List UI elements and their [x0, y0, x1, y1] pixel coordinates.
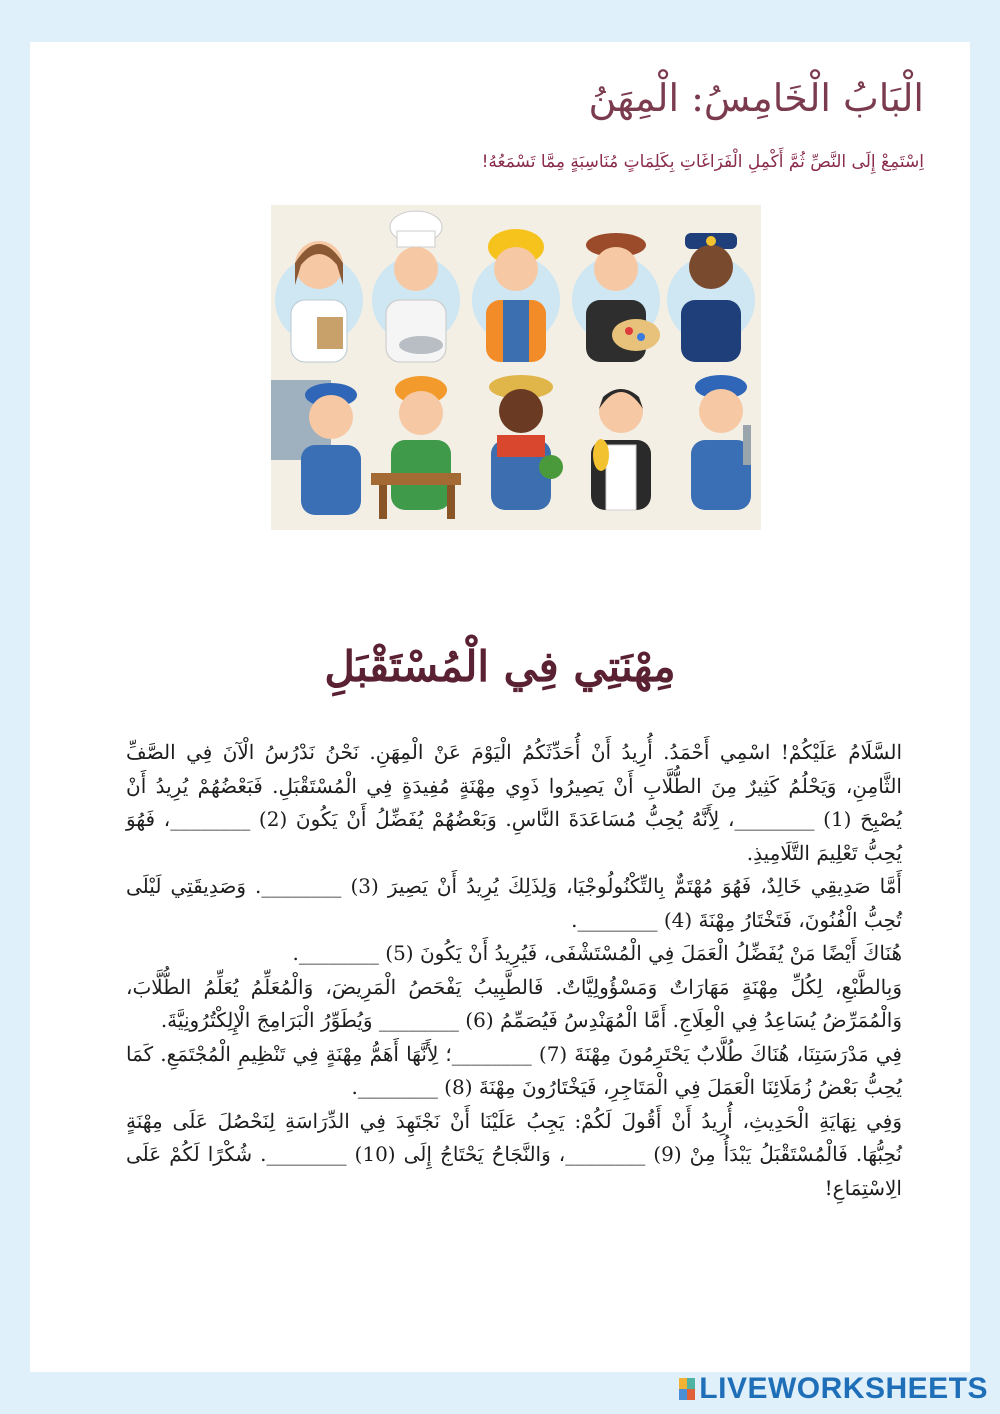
- doctor-figure: [275, 241, 363, 362]
- mechanic-figure: [271, 380, 361, 515]
- liveworksheets-logo[interactable]: [679, 1372, 988, 1406]
- story-paragraph: وَبِالطَّبْعِ، لِكُلِّ مِهْنَةٍ مَهَارَاتٌ وَمَسْؤُولِيَّاتٌ. فَالطَّبِيبُ يَفْحَصُ الْمَرِيضَ، وَالْمُعَلِّمُ يُعَلِّمُ الطُّلَّابَ، وَالْمُمَرِّضُ يُسَاعِدُ فِي الْعِلَاجِ. أَمَّا الْمُهَنْدِسُ فَيُصَمِّمُ (6) ________ وَيُطَوِّرُ الْبَرَامِجَ الْإِلِكْتُرُونِيَّةَ.: [126, 974, 902, 1032]
- story-paragraph: هُنَاكَ أَيْضًا مَنْ يُفَضِّلُ الْعَمَلَ فِي الْمُسْتَشْفَى، فَيُرِيدُ أَنْ يَكُونَ (5) ________.: [292, 941, 902, 965]
- logo-text: LIVEWORKSHEETS: [699, 1372, 988, 1405]
- liveworksheets-logo-icon: [679, 1378, 695, 1400]
- chef-figure: [372, 211, 460, 362]
- worksheet-page: [30, 42, 970, 1372]
- children-professions-icon: [271, 205, 761, 530]
- story-paragraph: وَفِي نِهَايَةِ الْحَدِيثِ، أُرِيدُ أَنْ أَقُولَ لَكُمْ: يَجِبُ عَلَيْنَا أَنْ نَجْتَهِدَ فِي الدِّرَاسَةِ لِنَحْصُلَ عَلَى مِهْنَةٍ نُحِبُّهَا. فَالْمُسْتَقْبَلُ يَبْدَأُ مِنْ (9) ________، وَالنَّجَاحُ يَحْتَاجُ إِلَى (10) ________. شُكْرًا لَكُمْ عَلَى الِاسْتِمَاعِ!: [126, 1108, 902, 1200]
- engineer-figure: [472, 229, 560, 362]
- chapter-title: الْبَابُ الْخَامِسُ: الْمِهَنُ: [588, 76, 924, 120]
- story-title: مِهْنَتِي فِي الْمُسْتَقْبَلِ: [324, 642, 676, 691]
- carpenter-figure: [371, 376, 461, 519]
- story-paragraph: فِي مَدْرَسَتِنَا، هُنَاكَ طُلَّابٌ يَحْتَرِمُونَ مِهْنَةَ (7) ________؛ لِأَنَّهَا أَهَمُّ مِهْنَةٍ فِي تَنْظِيمِ الْمُجْتَمَعِ. كَمَا يُحِبُّ بَعْضُ زُمَلَائِنَا الْعَمَلَ فِي الْمَتَاجِرِ، فَيَخْتَارُونَ مِهْنَةَ (8) ________.: [126, 1041, 902, 1099]
- housekeeper-figure: [591, 389, 651, 510]
- story-paragraph: السَّلَامُ عَلَيْكُمْ! اسْمِي أَحْمَدُ. أُرِيدُ أَنْ أُحَدِّثَكُمُ الْيَوْمَ عَنْ الْمِهَنِ. نَحْنُ نَدْرُسُ الْآنَ فِي الصَّفِّ الثَّامِنِ، وَيَحْلُمُ كَثِيرٌ مِنَ الطُّلَّابِ أَنْ يَصِيرُوا ذَوِي مِهْنَةٍ مُفِيدَةٍ فِي الْمُسْتَقْبَلِ. فَبَعْضُهُمْ يُرِيدُ أَنْ يُصْبِحَ (1) ________، لِأَنَّهُ يُحِبُّ مُسَاعَدَةَ النَّاسِ. وَبَعْضُهُمْ يُفَضِّلُ أَنْ يَكُونَ (2) ________، فَهُوَ يُحِبُّ تَعْلِيمَ التَّلَامِيذِ.: [126, 740, 902, 865]
- plumber-figure: [691, 375, 751, 510]
- artist-figure: [572, 233, 660, 362]
- professions-illustration: [271, 205, 761, 530]
- story-text: [126, 736, 902, 1205]
- instruction-text: اِسْتَمِعْ إِلَى النَّصِّ ثُمَّ أَكْمِلِ الْفَرَاغَاتِ بِكَلِمَاتٍ مُنَاسِبَةٍ مِمَّا تَسْمَعُهُ!: [481, 152, 924, 172]
- gardener-figure: [489, 375, 563, 510]
- story-paragraph: أَمَّا صَدِيقِي خَالِدٌ، فَهُوَ مُهْتَمٌّ بِالتِّكْنُولُوجْيَا، وَلِذَلِكَ يُرِيدُ أَنْ يَصِيرَ (3) ________. وَصَدِيقَتِي لَيْلَى تُحِبُّ الْفُنُونَ، فَتَخْتَارُ مِهْنَةَ (4) ________.: [126, 874, 902, 932]
- police-officer-figure: [667, 233, 755, 362]
